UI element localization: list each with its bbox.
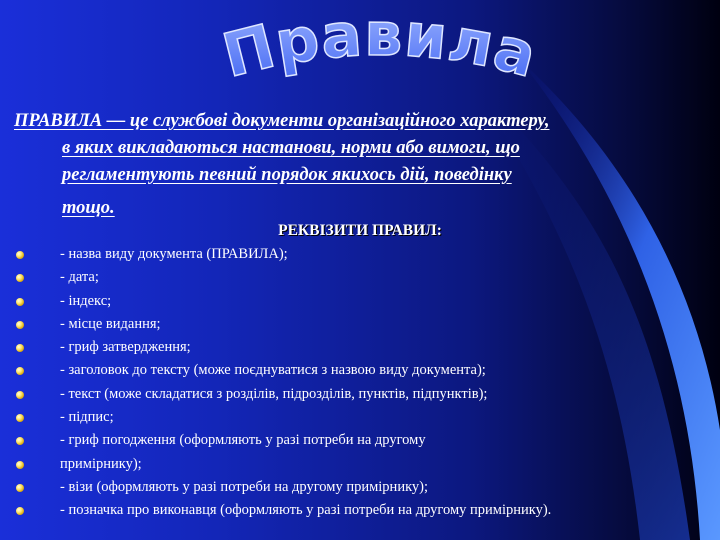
bullet-icon <box>16 367 24 375</box>
bullet-icon <box>16 321 24 329</box>
requisites-heading: РЕКВІЗИТИ ПРАВИЛ: <box>278 222 442 239</box>
list-item <box>16 266 696 289</box>
bullet-icon <box>16 507 24 515</box>
bullet-icon <box>16 274 24 282</box>
list-item <box>16 336 696 359</box>
list-item <box>16 476 696 499</box>
list-item <box>16 499 696 522</box>
list-item-text: - місце видання; <box>60 315 161 332</box>
definition-line-2: в яких викладаються настанови, норми або вимоги, що <box>62 138 520 158</box>
bullet-icon <box>16 461 24 469</box>
list-item-text: - підпис; <box>60 409 114 426</box>
bullet-icon <box>16 298 24 306</box>
list-item-text: - візи (оформляють у разі потреби на другому примірнику); <box>60 478 429 495</box>
list-item-text: - гриф затвердження; <box>60 339 191 356</box>
list-item-text: - індекс; <box>60 292 112 309</box>
list-item-text: - текст (може складатися з розділів, підрозділів, пунктів, підпунктів); <box>60 385 488 402</box>
list-item <box>16 406 696 429</box>
list-item-text: - дата; <box>60 269 99 286</box>
list-item <box>16 453 696 476</box>
bullet-icon <box>16 344 24 352</box>
list-item <box>16 383 696 406</box>
list-item <box>16 359 696 382</box>
list-item <box>16 290 696 313</box>
bullet-icon <box>16 484 24 492</box>
requisites-list <box>16 243 696 523</box>
bullet-icon <box>16 391 24 399</box>
bullet-icon <box>16 437 24 445</box>
list-item-text: - назва виду документа (ПРАВИЛА); <box>60 246 288 262</box>
definition-line-4: тощо. <box>62 198 115 218</box>
definition-line-1: ПРАВИЛА — це службові документи організаційного характеру, <box>14 111 550 131</box>
definition-paragraph <box>14 108 704 222</box>
list-item-text: примірнику); <box>60 455 142 472</box>
list-item <box>16 313 696 336</box>
slide-title <box>190 6 570 96</box>
list-item <box>16 243 696 266</box>
list-item-text: - гриф погодження (оформляють у разі потреби на другому <box>60 432 426 449</box>
list-item-text: - заголовок до тексту (може поєднуватися з назвою виду документа); <box>60 362 486 379</box>
slide-title-text: Правила <box>216 6 545 92</box>
bullet-icon <box>16 251 24 259</box>
list-item <box>16 429 696 452</box>
list-item-text: - позначка про виконавця (оформляють у разі потреби на другому примірнику). <box>60 502 552 519</box>
svg-text:Правила <box>216 6 544 92</box>
bullet-icon <box>16 414 24 422</box>
definition-line-3: регламентують певний порядок якихось дій, поведінку <box>62 165 512 185</box>
